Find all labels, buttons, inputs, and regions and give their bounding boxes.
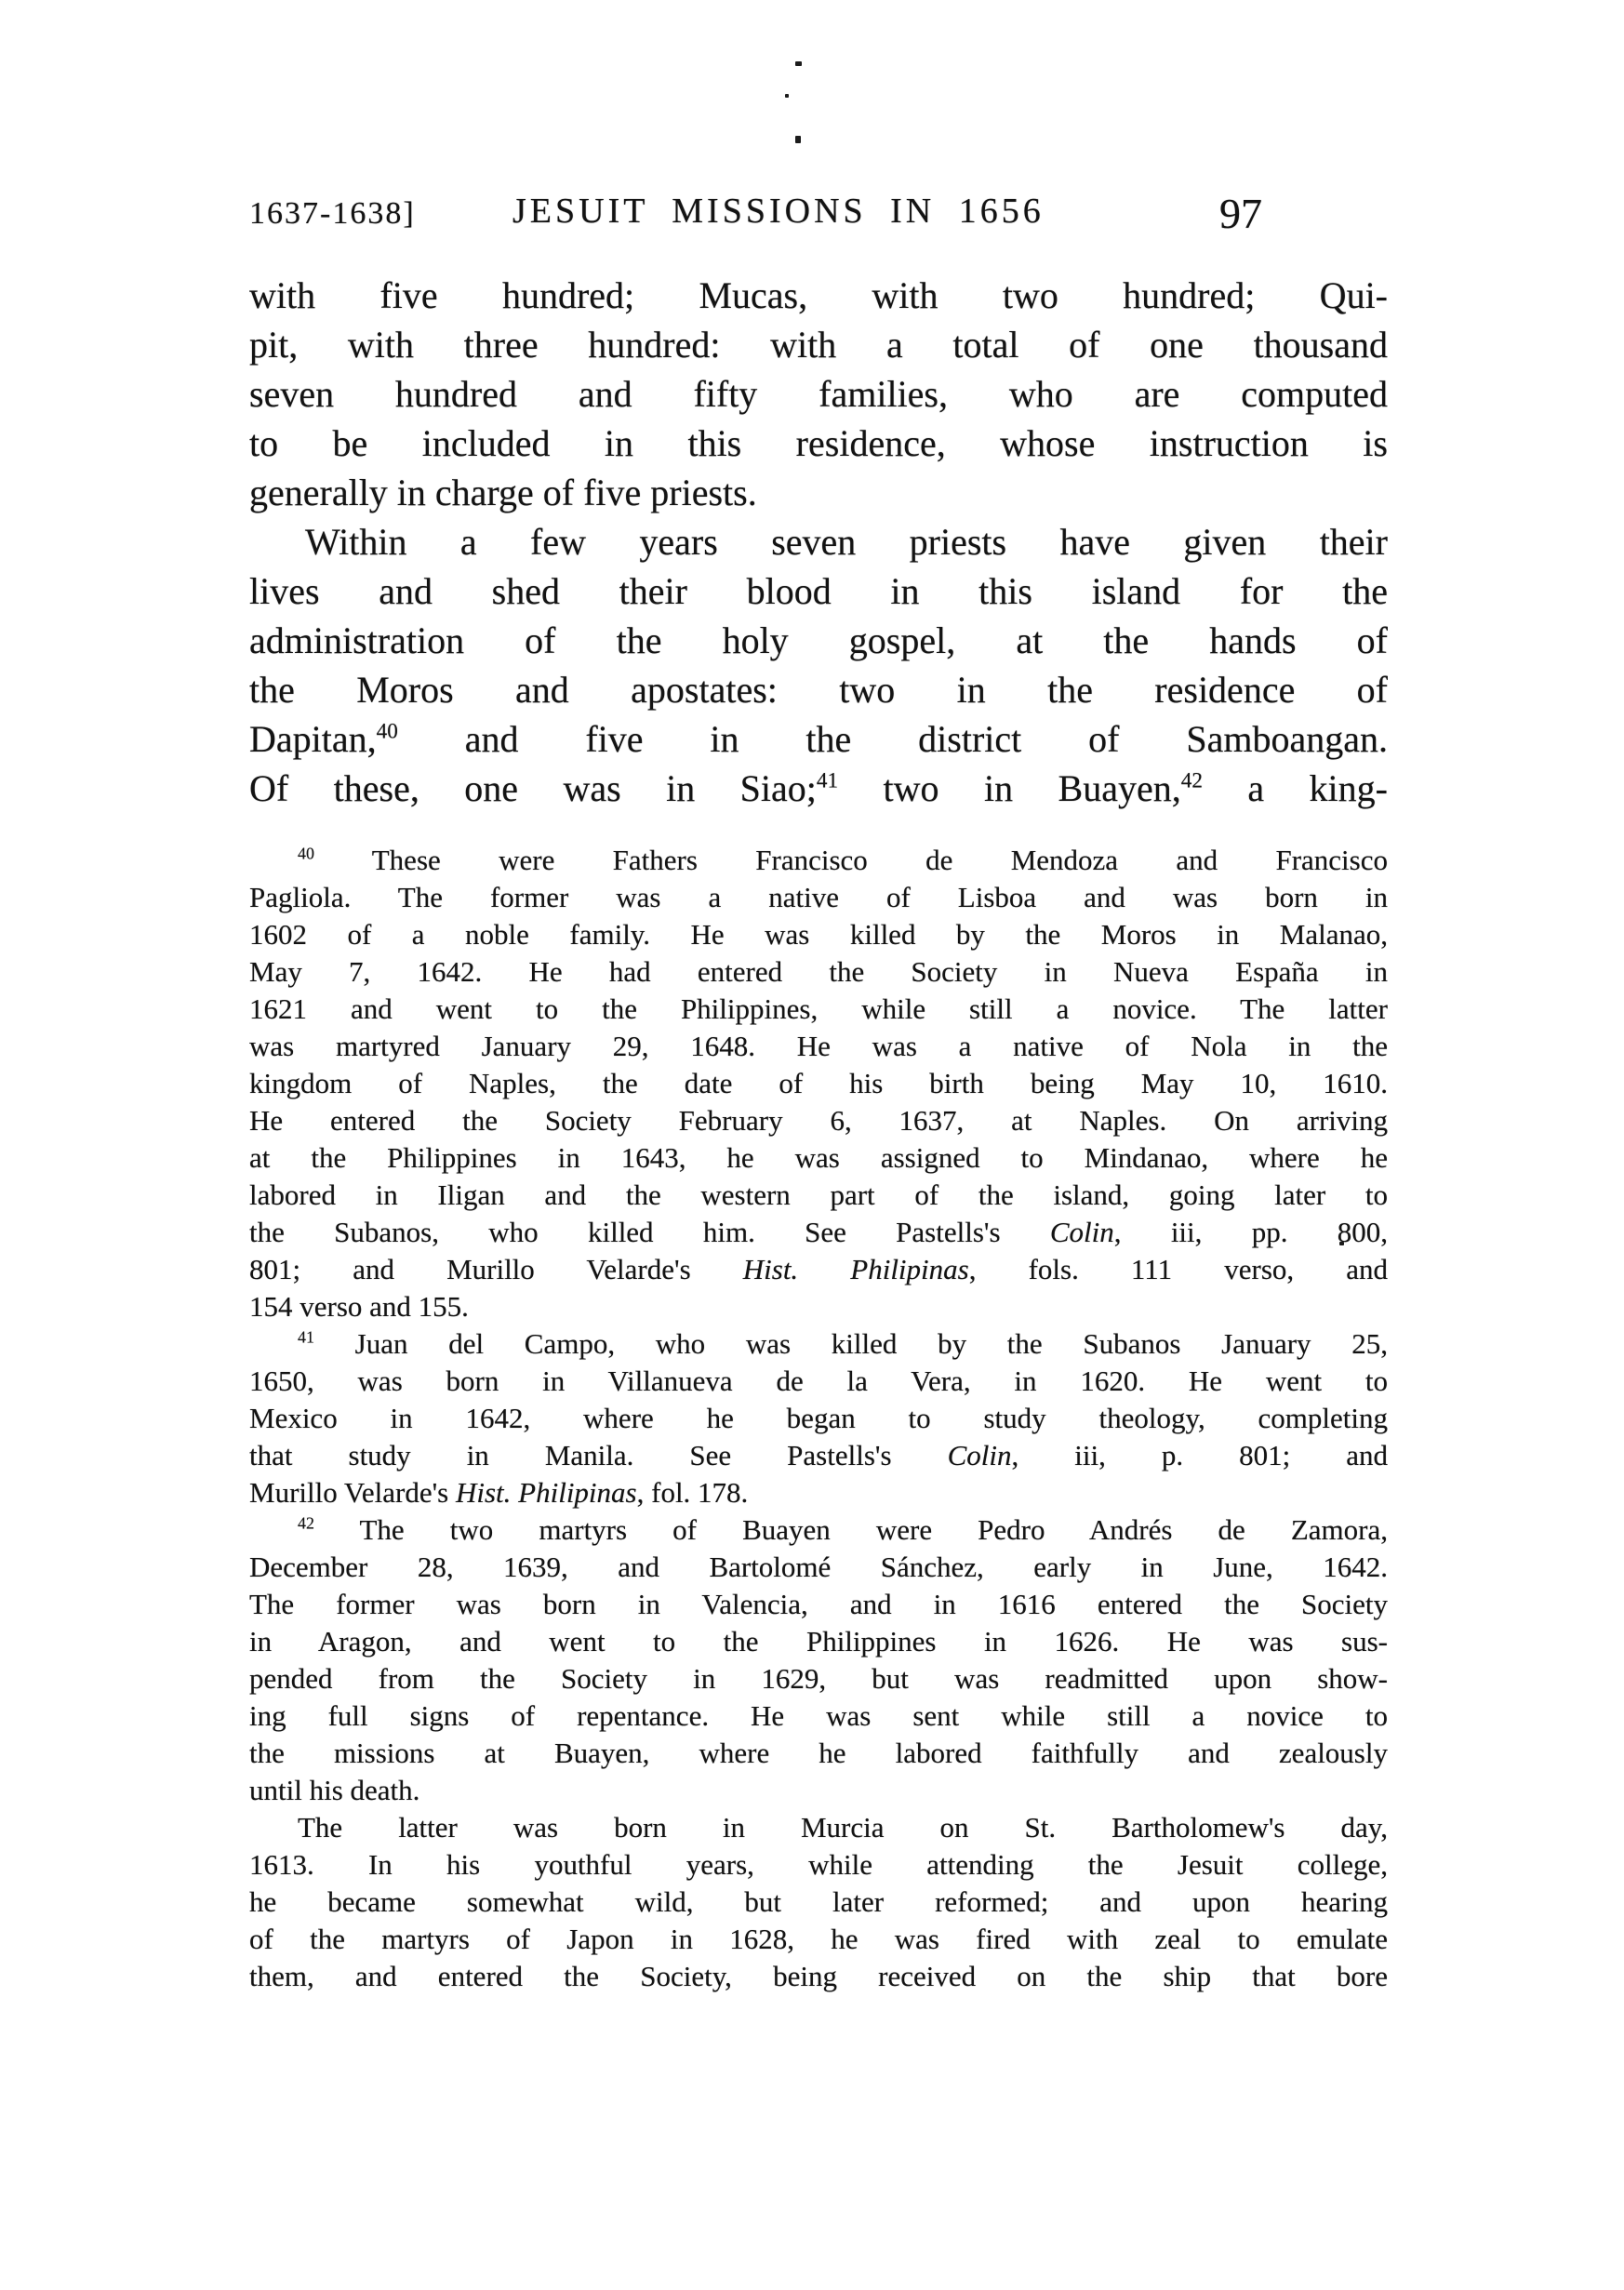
- footnote-line: The former was born in Valencia, and in 1616 entered the Society: [249, 1588, 1388, 1620]
- footnote-marker: 42: [1180, 768, 1203, 793]
- body-text-line: generally in charge of five priests.: [249, 472, 757, 513]
- footnote-line: 1613. In his youthful years, while attending the Jesuit college,: [249, 1848, 1388, 1881]
- footnote-line: the missions at Buayen, where he labored faithfully and zealously: [249, 1737, 1388, 1769]
- footnote-line: was martyred January 29, 1648. He was a native of Nola in the: [249, 1030, 1388, 1062]
- footnote-line: $^{42}$ The two martyrs of Buayen were Pedro Andrés de Zamora,: [298, 1513, 1388, 1546]
- body-text-line: to be included in this residence, whose instruction is: [249, 422, 1388, 464]
- footnote-line: 1621 and went to the Philippines, while still a novice. The latter: [249, 992, 1388, 1025]
- page-content: [249, 189, 1388, 1995]
- footnote-line: 1602 of a noble family. He was killed by the Moros in Malanao,: [249, 918, 1388, 951]
- header-date-range: 1637-1638]: [249, 196, 416, 231]
- scan-speckle: [795, 136, 801, 143]
- scan-speckle: [785, 94, 789, 98]
- footnote-line: 154 verso and 155.: [249, 1290, 469, 1323]
- body-text: [249, 271, 1388, 813]
- scan-speckle: [795, 61, 802, 66]
- footnote-line: them, and entered the Society, being received on the ship that bore: [249, 1960, 1388, 1992]
- footnote-line: $^{40}$ These were Fathers Francisco de Mendoza and Francisco: [298, 844, 1388, 876]
- page-number: 97: [1219, 190, 1262, 237]
- running-header: [249, 189, 1388, 245]
- page-title: JESUIT MISSIONS IN 1656: [512, 192, 1045, 231]
- body-text-line: pit, with three hundred: with a total of one thousand: [249, 324, 1388, 366]
- body-text-line: administration of the holy gospel, at the hands of: [249, 619, 1388, 661]
- footnote-marker: 40: [298, 844, 314, 863]
- footnote-line: of the martyrs of Japon in 1628, he was fired with zeal to emulate: [249, 1923, 1388, 1955]
- footnote-line: Pagliola. The former was a native of Lisboa and was born in: [249, 881, 1388, 913]
- footnote-line: 801; and Murillo Velarde's Hist. Philipinas, fols. 111 verso, and: [249, 1253, 1388, 1285]
- footnote-line: kingdom of Naples, the date of his birth being May 10, 1610.: [249, 1067, 1388, 1099]
- body-text-line: seven hundred and fifty families, who are computed: [249, 373, 1388, 415]
- footnote-marker: 41: [816, 768, 839, 793]
- footnote-line: in Aragon, and went to the Philippines in 1626. He was sus-: [249, 1625, 1388, 1658]
- footnote-line: he became somewhat wild, but later reformed; and upon hearing: [249, 1885, 1388, 1918]
- footnote-line: $^{41}$ Juan del Campo, who was killed by the Subanos January 25,: [298, 1327, 1388, 1360]
- footnote-line: 1650, was born in Villanueva de la Vera, in 1620. He went to: [249, 1365, 1388, 1397]
- body-text-line: Dapitan,$^{40}$ and five in the district of Samboangan.: [249, 718, 1388, 760]
- footnote-marker: 42: [298, 1513, 314, 1533]
- footnote-line: Mexico in 1642, where he began to study theology, completing: [249, 1402, 1388, 1434]
- footnote-marker: 40: [376, 719, 398, 744]
- footnote-line: December 28, 1639, and Bartolomé Sánchez, early in June, 1642.: [249, 1551, 1388, 1583]
- footnote-line: until his death.: [249, 1774, 420, 1806]
- body-text-line: the Moros and apostates: two in the residence of: [249, 669, 1388, 711]
- footnote-line: at the Philippines in 1643, he was assigned to Mindanao, where he: [249, 1141, 1388, 1174]
- footnote-line: labored in Iligan and the western part of the island, going later to: [249, 1178, 1388, 1211]
- body-text-line: lives and shed their blood in this island for the: [249, 570, 1388, 612]
- footnote-line: ing full signs of repentance. He was sent while still a novice to: [249, 1699, 1388, 1732]
- body-text-line: Within a few years seven priests have given their: [305, 521, 1388, 563]
- footnote-line: Murillo Velarde's Hist. Philipinas, fol. 178.: [249, 1476, 749, 1509]
- footnote-line: The latter was born in Murcia on St. Bartholomew's day,: [298, 1811, 1388, 1844]
- footnote-line: pended from the Society in 1629, but was readmitted upon show-: [249, 1662, 1388, 1695]
- footnotes-section: [249, 842, 1388, 1995]
- footnote-line: the Subanos, who killed him. See Pastells's Colin, iii, pp. 800,: [249, 1216, 1388, 1248]
- footnote-marker: 41: [298, 1327, 314, 1347]
- footnote-line: He entered the Society February 6, 1637, at Naples. On arriving: [249, 1104, 1388, 1137]
- body-text-line: Of these, one was in Siao;$^{41}$ two in Buayen,$^{42}$ a king-: [249, 767, 1388, 809]
- body-text-line: with five hundred; Mucas, with two hundred; Qui-: [249, 274, 1388, 316]
- footnote-line: that study in Manila. See Pastells's Colin, iii, p. 801; and: [249, 1439, 1388, 1471]
- footnote-line: May 7, 1642. He had entered the Society in Nueva España in: [249, 955, 1388, 988]
